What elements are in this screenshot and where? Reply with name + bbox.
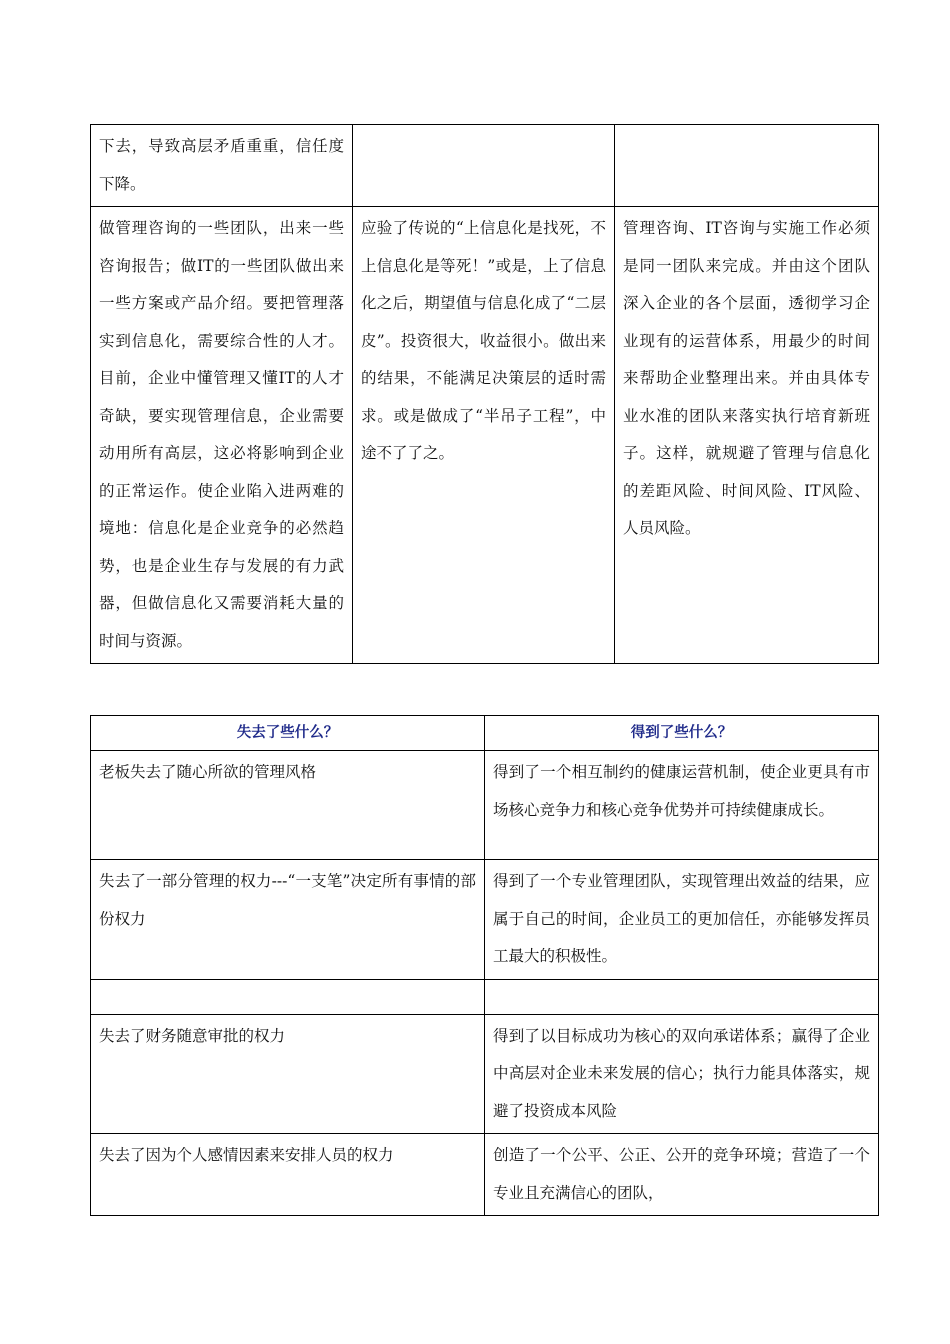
table-cell: 得到了以目标成功为核心的双向承诺体系；赢得了企业中高层对企业未来发展的信心；执行力能具体落实，规避了投资成本风险: [485, 1014, 879, 1134]
top-comparison-table: [90, 124, 879, 664]
table-cell: 失去了因为个人感情因素来安排人员的权力: [91, 1134, 485, 1216]
table-cell: [485, 979, 879, 1014]
table-cell: [91, 979, 485, 1014]
table-row: [91, 207, 879, 664]
table-row: [91, 979, 879, 1014]
table-header-row: [91, 716, 879, 751]
table-cell: 下去，导致高层矛盾重重，信任度下降。: [91, 125, 353, 207]
lost-header: 失去了些什么？: [91, 716, 485, 751]
table-cell: 失去了一部分管理的权力---“一支笔”决定所有事情的部份权力: [91, 860, 485, 980]
table-cell: 得到了一个专业管理团队，实现管理出效益的结果，应属于自己的时间，企业员工的更加信任，亦能够发挥员工最大的积极性。: [485, 860, 879, 980]
table-row: [91, 860, 879, 980]
table-cell: [353, 125, 615, 207]
lost-gained-table: [90, 715, 879, 1216]
table-row: [91, 1014, 879, 1134]
gained-header: 得到了些什么？: [485, 716, 879, 751]
table-cell: 做管理咨询的一些团队，出来一些咨询报告；做IT的一些团队做出来一些方案或产品介绍。要把管理落实到信息化，需要综合性的人才。目前，企业中懂管理又懂IT的人才奇缺，要实现管理信息，企业需要动用所有高层，这必将影响到企业的正常运作。使企业陷入进两难的境地：信息化是企业竞争的必然趋势，也是企业生存与发展的有力武器，但做信息化又需要消耗大量的时间与资源。: [91, 207, 353, 664]
table-cell: 得到了一个相互制约的健康运营机制，使企业更具有市场核心竞争力和核心竞争优势并可持续健康成长。: [485, 751, 879, 860]
table-cell: 创造了一个公平、公正、公开的竞争环境；营造了一个专业且充满信心的团队，: [485, 1134, 879, 1216]
table-row: [91, 751, 879, 860]
table-row: [91, 1134, 879, 1216]
table-cell: 失去了财务随意审批的权力: [91, 1014, 485, 1134]
table-cell: 老板失去了随心所欲的管理风格: [91, 751, 485, 860]
table-cell: [615, 125, 879, 207]
table-cell: 应验了传说的“上信息化是找死，不上信息化是等死！”或是，上了信息化之后，期望值与信息化成了“二层皮”。投资很大，收益很小。做出来的结果，不能满足决策层的适时需求。或是做成了“半吊子工程”，中途不了了之。: [353, 207, 615, 664]
table-row: [91, 125, 879, 207]
table-cell: 管理咨询、IT咨询与实施工作必须是同一团队来完成。并由这个团队深入企业的各个层面，透彻学习企业现有的运营体系，用最少的时间来帮助企业整理出来。并由具体专业水准的团队来落实执行培育新班子。这样，就规避了管理与信息化的差距风险、时间风险、IT风险、人员风险。: [615, 207, 879, 664]
